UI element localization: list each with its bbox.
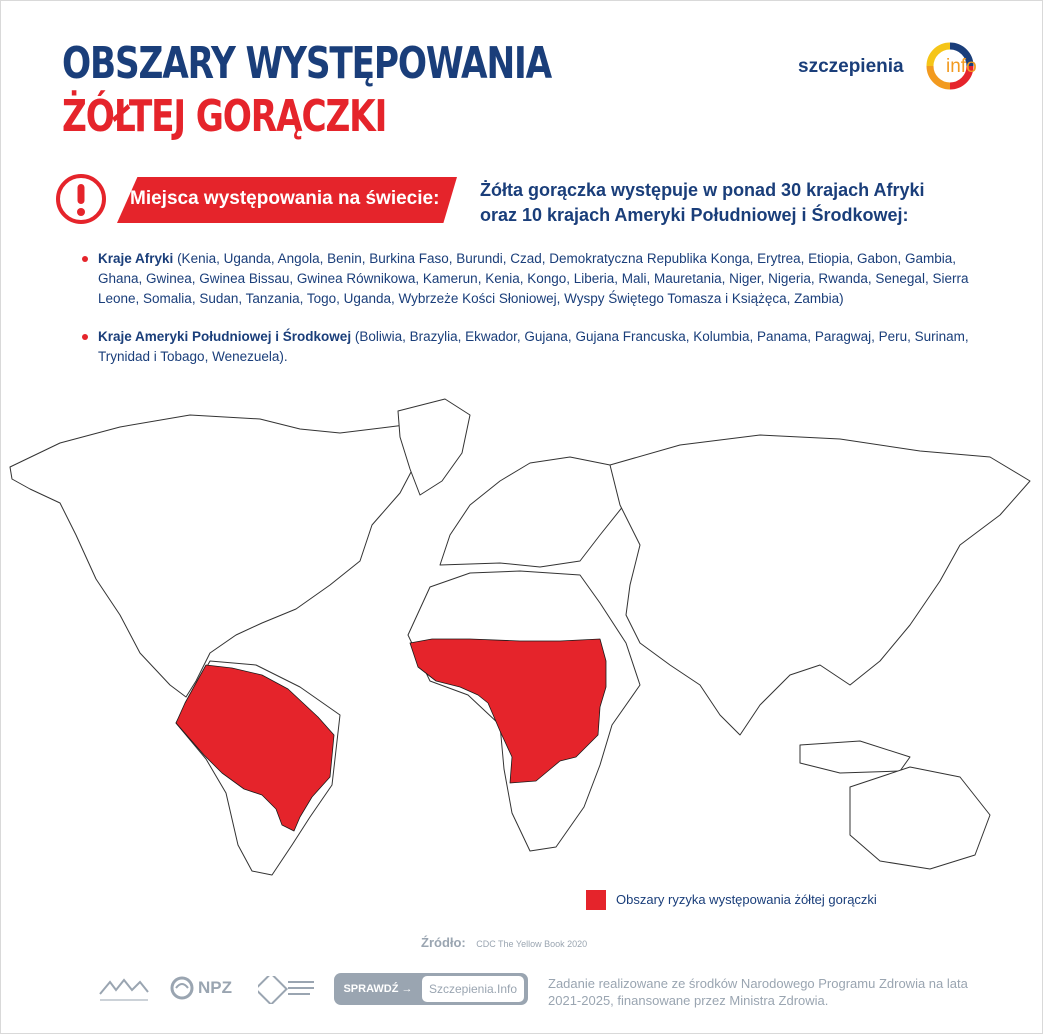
- section-tag-label: Miejsca występowania na świecie:: [130, 188, 440, 209]
- world-map: [0, 385, 1043, 895]
- legend-label: Obszary ryzyka występowania żółtej gorączki: [616, 892, 877, 907]
- continent-australia: [850, 767, 990, 869]
- region-countries-americas: (Boliwia, Brazylia, Ekwador, Gujana, Gujana Francuska, Kolumbia, Panama, Paragwaj, Peru, Surinam, Trynidad i Tobago, Wenezuela).: [98, 329, 969, 364]
- region-countries-africa: (Kenia, Uganda, Angola, Benin, Burkina Faso, Burundi, Czad, Demokratyczna Republika Konga, Erytrea, Etiopia, Gabon, Gambia, Ghana, Gwinea, Gwinea Bissau, Gwinea Równikowa, Kamerun, Kenia, Kongo, Liberia, Mali, Mauretania, Niger, Nigeria, Rwanda, Senegal, Sierra Leone, Somalia, Sudan, Tanzania, Togo, Uganda, Wybrzeże Kości Słoniowej, Wyspy Świętego Tomasza i Książęca, Zambia): [98, 251, 969, 306]
- szczepienia-info-logo[interactable]: [798, 40, 998, 90]
- intro-lead: [480, 178, 924, 228]
- intro-lead-line-2: oraz 10 krajach Ameryki Południowej i Środkowej:: [480, 205, 909, 225]
- alert-icon: [53, 171, 109, 227]
- check-button-label: SPRAWDŹ →: [343, 983, 413, 995]
- check-button[interactable]: [334, 973, 528, 1005]
- continent-islands: [800, 741, 910, 773]
- funding-note: Zadanie realizowane ze środków Narodowego Programu Zdrowia na lata 2021-2025, finansowane przez Ministra Zdrowia.: [548, 976, 968, 1008]
- source-label: Źródło:: [421, 935, 466, 950]
- npz-logo: [170, 976, 232, 1005]
- title-line-2: ŻÓŁTEJ GORĄCZKI: [62, 91, 387, 142]
- title-line-1: OBSZARY WYSTĘPOWANIA: [62, 38, 551, 89]
- source-note: [421, 934, 587, 952]
- npz-icon: [170, 976, 194, 1000]
- continent-north-america: [10, 415, 420, 697]
- continent-europe: [440, 457, 640, 567]
- region-title-americas: Kraje Ameryki Południowej i Środkowej: [98, 329, 352, 344]
- source-text: CDC The Yellow Book 2020: [476, 939, 588, 949]
- logo-text-primary: szczepienia: [798, 56, 904, 77]
- list-item-americas: [82, 327, 1002, 367]
- country-list: [82, 249, 1002, 385]
- check-button-url: Szczepienia.Info: [422, 976, 524, 1002]
- continent-asia: [610, 435, 1030, 735]
- health-programme-logo: [258, 976, 318, 1004]
- continent-greenland: [398, 399, 470, 495]
- list-item-africa: [82, 249, 1002, 309]
- legend-swatch: [586, 890, 606, 910]
- logo-text-accent: info: [946, 56, 977, 77]
- ministry-of-health-logo: [96, 976, 152, 1004]
- npz-label: NPZ: [198, 978, 232, 997]
- intro-lead-line-1: Żółta gorączka występuje w ponad 30 krajach Afryki: [480, 180, 925, 200]
- region-title-africa: Kraje Afryki: [98, 251, 174, 266]
